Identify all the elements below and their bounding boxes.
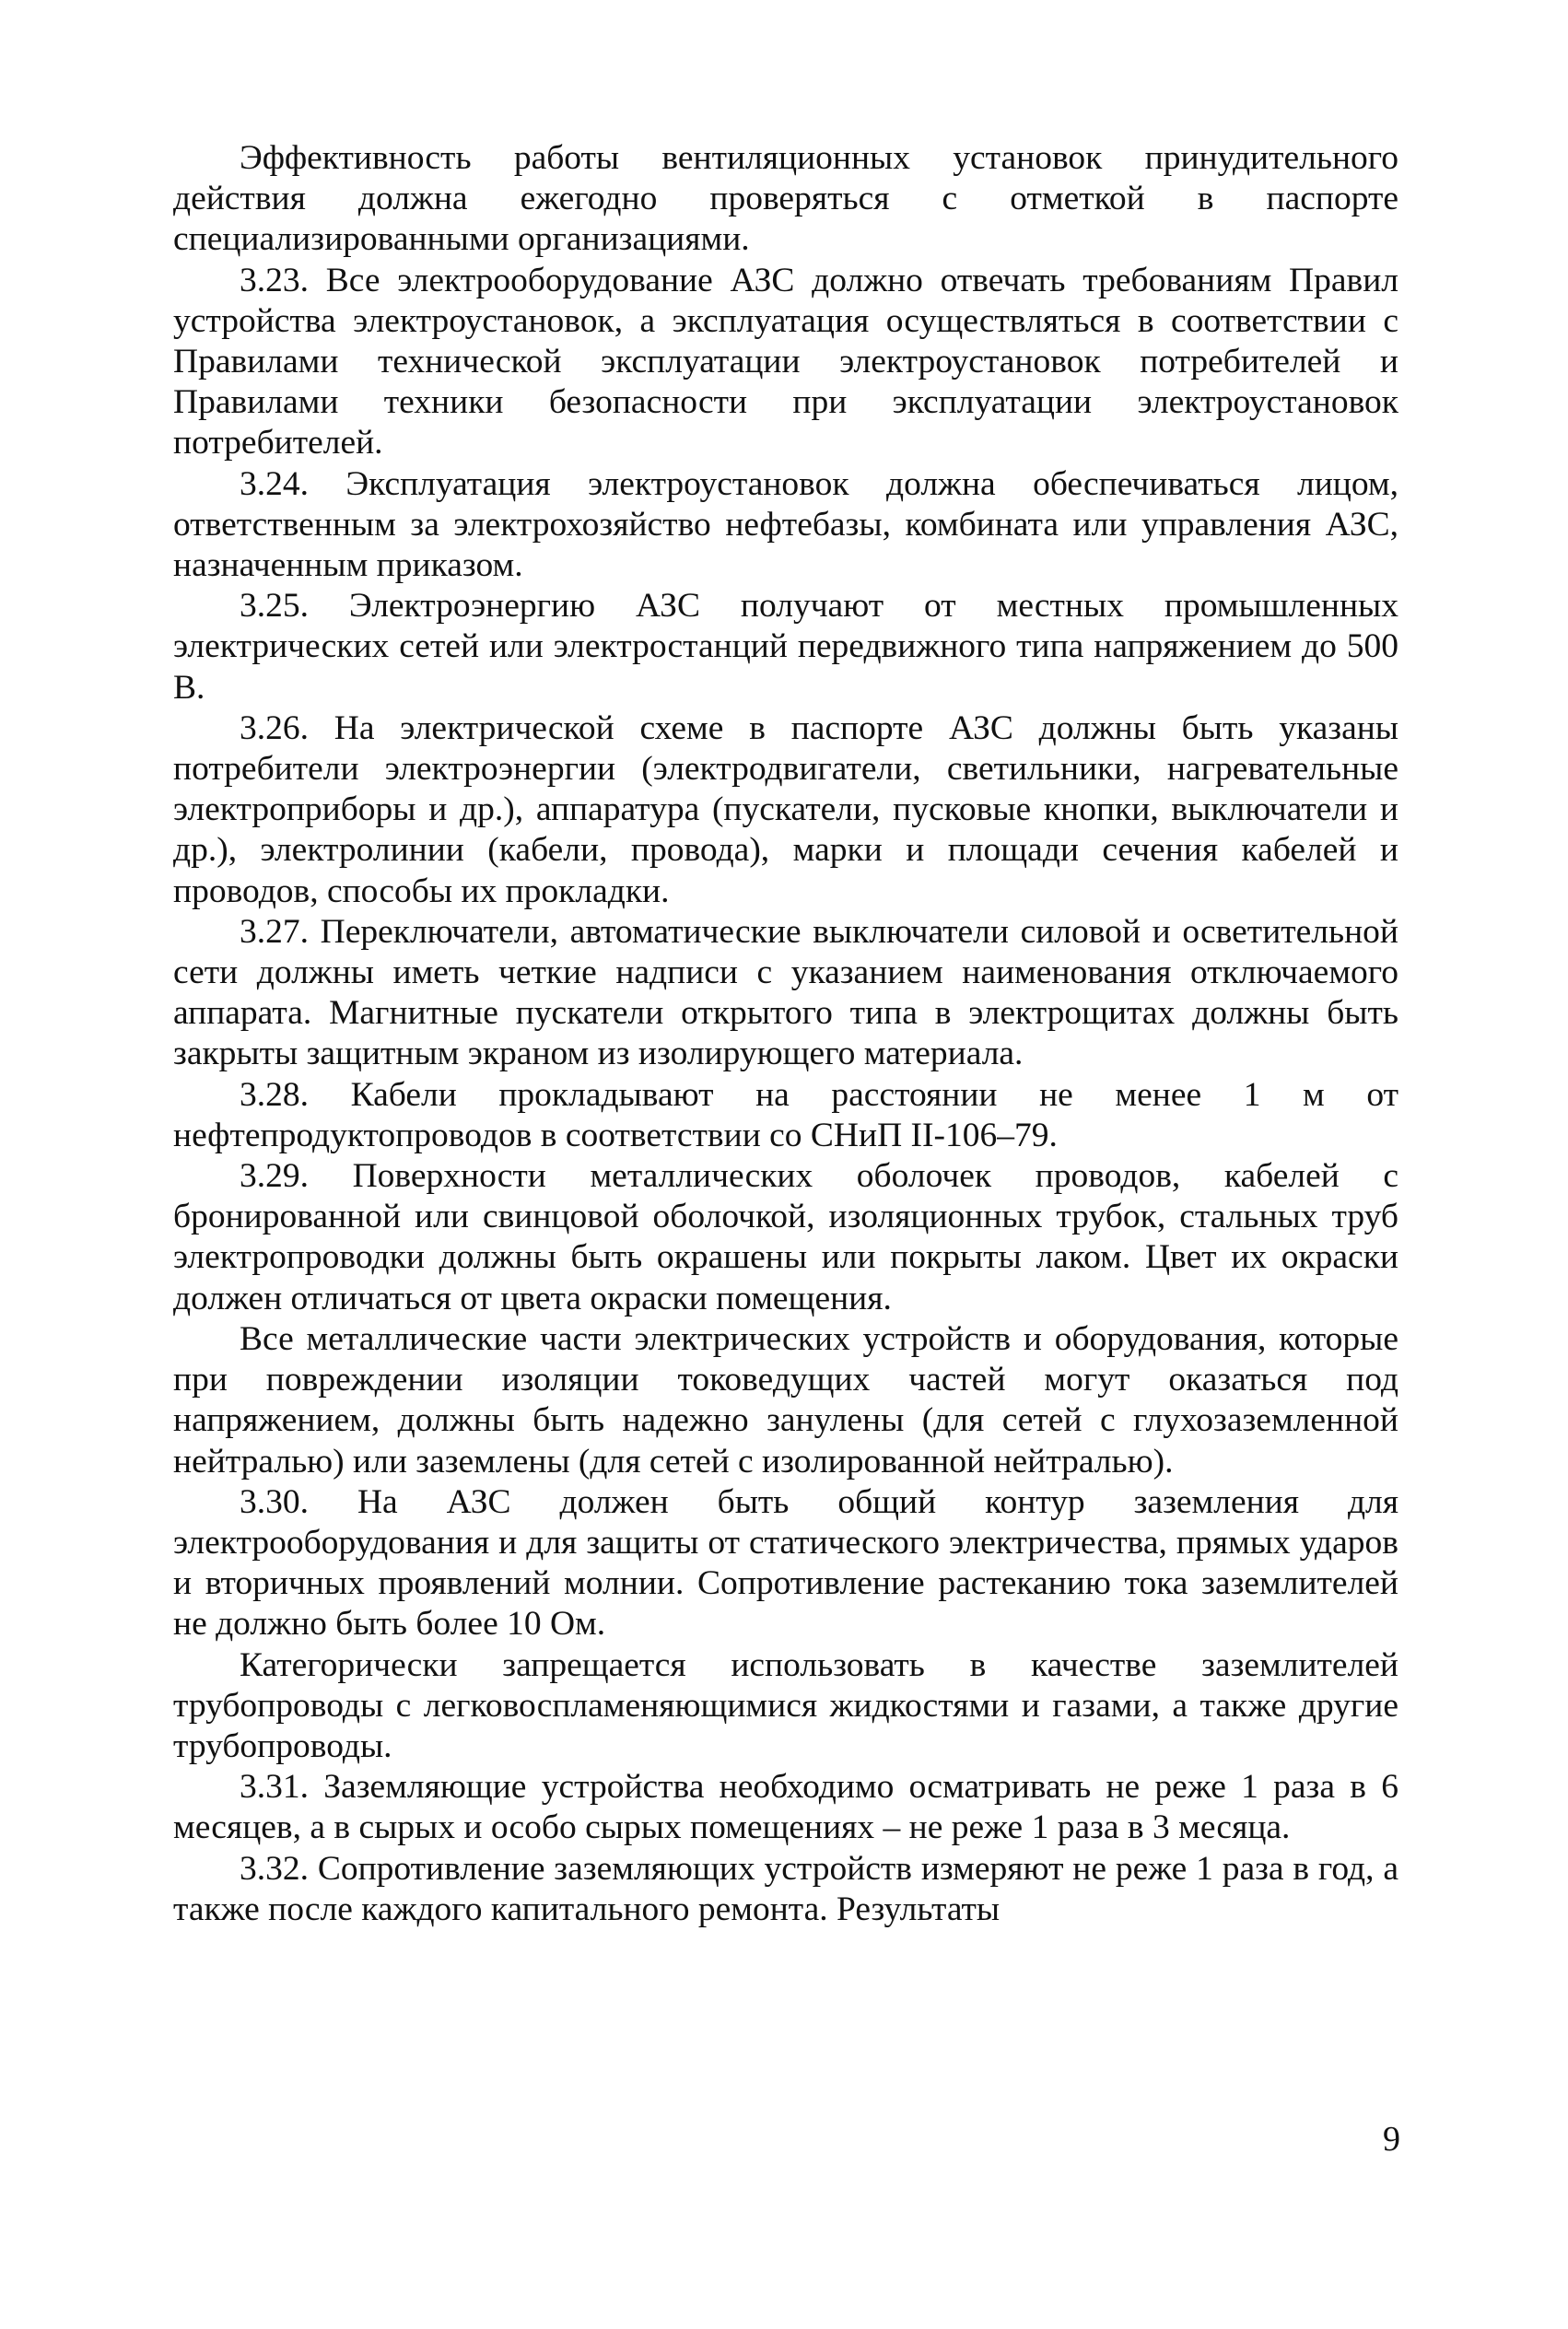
paragraph-ventilation-inspection: Эффективность работы вентиляционных установок принудительного действия должна ежегодно проверяться с отметкой в паспорте специализированными организациями.: [173, 139, 1398, 259]
paragraph-3-30: 3.30. На АЗС должен быть общий контур заземления для электрооборудования и для защиты от статического электричества, прямых ударов и вторичных проявлений молнии. Сопротивление растеканию тока заземлителей не должно быть более 10 Ом.: [173, 1482, 1398, 1644]
paragraph-prohibition: Категорически запрещается использовать в качестве заземлителей трубопроводы с легковоспламеняющимися жидкостями и газами, а также другие трубопроводы.: [173, 1645, 1398, 1765]
paragraph-3-26: 3.26. На электрической схеме в паспорте АЗС должны быть указаны потребители электроэнергии (электродвигатели, светильники, нагревательные электроприборы и др.), аппаратура (пускатели, пусковые кнопки, выключатели и др.), электролинии (кабели, провода), марки и площади сечения кабелей и проводов, способы их прокладки.: [173, 708, 1398, 910]
paragraph-3-28: 3.28. Кабели прокладывают на расстоянии не менее 1 м от нефтепродуктопроводов в соответствии со СНиП II-106–79.: [173, 1075, 1398, 1154]
paragraph-3-24: 3.24. Эксплуатация электроустановок должна обеспечиваться лицом, ответственным за электрохозяйство нефтебазы, комбината или управления АЗС, назначенным приказом.: [173, 464, 1398, 585]
paragraph-3-25: 3.25. Электроэнергию АЗС получают от местных промышленных электрических сетей или электростанций передвижного типа напряжением до 500 В.: [173, 587, 1398, 707]
paragraph-3-31: 3.31. Заземляющие устройства необходимо осматривать не реже 1 раза в 6 месяцев, а в сырых и особо сырых помещениях – не реже 1 раза в 3 месяца.: [173, 1768, 1398, 1847]
paragraph-metal-parts-grounding: Все металлические части электрических устройств и оборудования, которые при повреждении изоляции токоведущих частей могут оказаться под напряжением, должны быть надежно занулены (для сетей с глухозаземленной нейтралью) или заземлены (для сетей с изолированной нейтралью).: [173, 1319, 1398, 1480]
page-number: 9: [1383, 2120, 1400, 2159]
paragraph-3-32: 3.32. Сопротивление заземляющих устройств измеряют не реже 1 раза в год, а также после каждого капитального ремонта. Результаты: [173, 1849, 1398, 1928]
paragraph-3-27: 3.27. Переключатели, автоматические выключатели силовой и осветительной сети должны иметь четкие надписи с указанием наименования отключаемого аппарата. Магнитные пускатели открытого типа в электрощитах должны быть закрыты защитным экраном из изолирующего материала.: [173, 912, 1398, 1073]
paragraph-3-29: 3.29. Поверхности металлических оболочек проводов, кабелей с бронированной или свинцовой оболочкой, изоляционных трубок, стальных труб электропроводки должны быть окрашены или покрыты лаком. Цвет их окраски должен отличаться от цвета окраски помещения.: [173, 1157, 1398, 1317]
paragraph-3-23: 3.23. Все электрооборудование АЗС должно отвечать требованиям Правил устройства электроустановок, а эксплуатация осуществляться в соответствии с Правилами технической эксплуатации электроустановок потребителей и Правилами техники безопасности при эксплуатации электроустановок потребителей.: [173, 261, 1398, 462]
body-text: [173, 138, 1398, 1930]
